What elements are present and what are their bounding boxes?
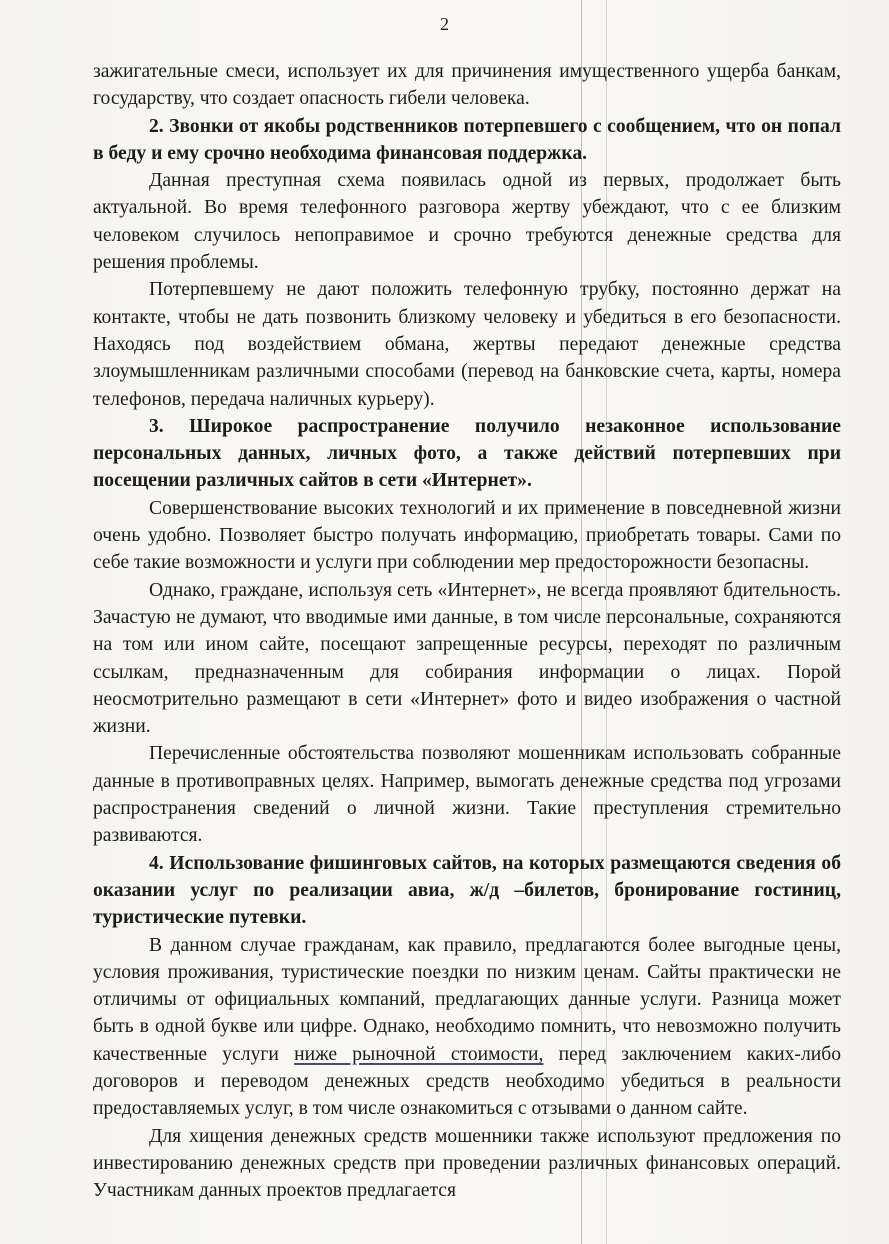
paragraph: Совершенствование высоких технологий и их применение в повседневной жизни очень удобно. Позволяет быстро получать информацию, приобретать товары. Сами по себе такие возможности и услуги при соблюдении мер предосторожности безопасны. (93, 497, 841, 574)
paragraph-pricing (93, 932, 841, 1123)
heading-item-2: 2. Звонки от якобы родственников потерпевшего с сообщением, что он попал в беду и ему срочно необходима финансовая поддержка. (93, 115, 841, 164)
paragraph: Данная преступная схема появилась одной из первых, продолжает быть актуальной. Во время телефонного разговора жертву убеждают, что с ее близким человеком случилось непоправимое и срочно требуются денежные средства для решения проблемы. (93, 170, 841, 274)
paragraph-last: Для хищения денежных средств мошенники также используют предложения по инвестированию денежных средств при проведении различных финансовых операций. Участникам данных проектов предлагается (93, 1125, 841, 1202)
heading-item-4: 4. Использование фишинговых сайтов, на которых размещаются сведения об оказании услуг по реализации авиа, ж/д –билетов, бронирование гостиниц, туристические путевки. (93, 852, 841, 929)
paragraph: Перечисленные обстоятельства позволяют мошенникам использовать собранные данные в противоправных целях. Например, вымогать денежные средства под угрозами распространения сведений о личной жизни. Такие преступления стремительно развиваются. (93, 743, 841, 847)
underlined-phrase: ниже рыночной стоимости, (294, 1043, 544, 1065)
document-body (93, 58, 841, 1204)
paragraph-text: перед заключением каких-либо договоров и переводом денежных средств необходимо убедиться в реальности предоставляемых услуг, в том числе ознакомиться с отзывами о данном сайте. (93, 1043, 841, 1120)
paragraph-continuation: зажигательные смеси, использует их для причинения имущественного ущерба банкам, государству, что создает опасность гибели человека. (93, 61, 841, 110)
paragraph: Потерпевшему не дают положить телефонную трубку, постоянно держат на контакте, чтобы не дать позвонить близкому человеку и убедиться в его безопасности. Находясь под воздействием обмана, жертвы передают денежные средства злоумышленникам различными способами (перевод на банковские счета, карты, номера телефонов, передача наличных курьеру). (93, 279, 841, 410)
paragraph-text: В данном случае гражданам, как правило, предлагаются более выгодные цены, условия проживания, туристические поездки по низким ценам. Сайты практически не отличимы от официальных компаний, предлагающих данные услуги. Разница может быть в одной букве или цифре. Однако, необходимо помнить, что невозможно получить качественные услуги (93, 934, 841, 1065)
heading-item-3: 3. Широкое распространение получило незаконное использование персональных данных, личных фото, а также действий потерпевших при посещении различных сайтов в сети «Интернет». (93, 415, 841, 492)
page-number: 2 (440, 14, 449, 34)
paragraph: Однако, граждане, используя сеть «Интернет», не всегда проявляют бдительность. Зачастую не думают, что вводимые ими данные, в том числе персональные, сохраняются на том или ином сайте, посещают запрещенные ресурсы, переходят по различным ссылкам, предназначенным для собирания информации о лицах. Порой неосмотрительно размещают в сети «Интернет» фото и видео изображения о частной жизни. (93, 579, 841, 738)
